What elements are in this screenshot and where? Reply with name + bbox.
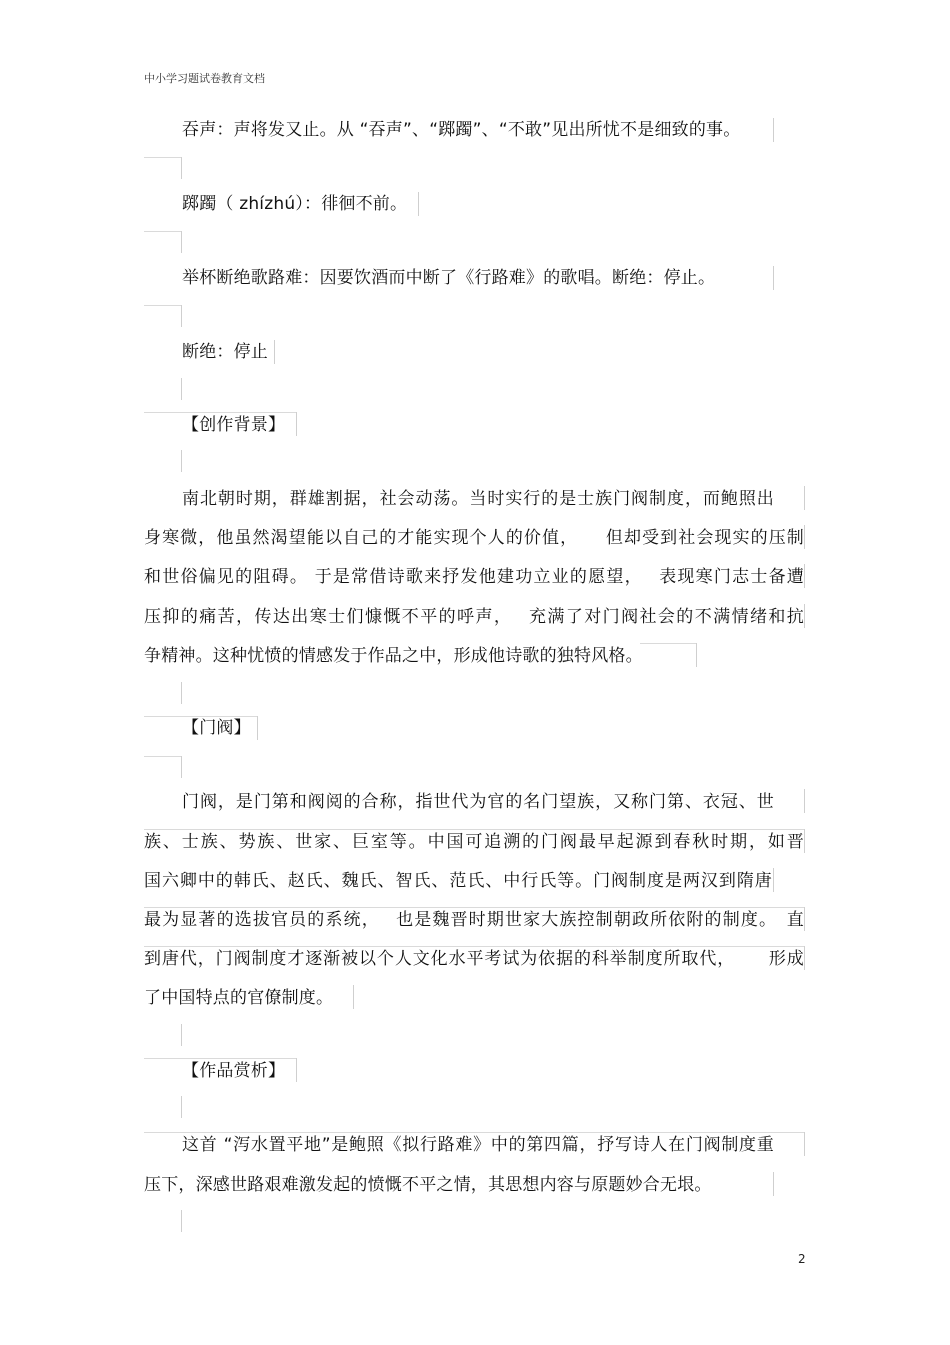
paragraph-line: 身寒微，他虽然渴望能以自己的才能实现个人的价值， 但却受到社会现实的压制	[144, 528, 804, 548]
paragraph-line: 最为显著的选拔官员的系统， 也是魏晋时期世家大族控制朝政所依附的制度。 直	[144, 910, 804, 930]
margin-mark	[144, 1132, 804, 1133]
margin-mark	[804, 907, 805, 931]
annotation-tunsheng: 吞声：声将发又止。从 “吞声”、“踯躅”、“不敢”见出所忧不是细致的事。	[182, 120, 741, 140]
annotation-jubei: 举杯断绝歌路难：因要饮酒而中断了《行路难》的歌唱。断绝：停止。	[182, 268, 716, 288]
annotation-duanjue: 断绝：停止	[182, 342, 268, 362]
section-heading-appreciation: 【作品赏析】	[182, 1061, 286, 1081]
margin-mark	[418, 192, 419, 216]
margin-mark	[296, 1058, 297, 1082]
margin-mark	[144, 907, 804, 908]
margin-mark	[144, 716, 257, 717]
margin-mark	[144, 946, 804, 947]
margin-mark	[640, 643, 696, 644]
margin-mark	[804, 829, 805, 853]
margin-mark	[296, 412, 297, 436]
margin-mark	[181, 450, 182, 472]
paragraph-line: 国六卿中的韩氏、赵氏、魏氏、智氏、范氏、中行氏等。门阀制度是两汉到隋唐	[144, 871, 772, 891]
paragraph-line: 压下，深感世路艰难激发起的愤慨不平之情，其思想内容与原题妙合无垠。	[144, 1175, 712, 1195]
margin-mark	[181, 231, 182, 253]
margin-mark	[773, 266, 774, 290]
margin-mark	[144, 305, 181, 306]
margin-mark	[181, 756, 182, 778]
margin-mark	[144, 756, 181, 757]
paragraph-line: 和世俗偏见的阻碍。 于是常借诗歌来抒发他建功立业的愿望， 表现寒门志士备遭	[144, 567, 804, 587]
margin-mark	[144, 829, 804, 830]
margin-mark	[804, 486, 805, 510]
margin-mark	[773, 868, 774, 892]
margin-mark	[804, 1132, 805, 1156]
paragraph-line: 族、士族、势族、世家、巨室等。中国可追溯的门阀最早起源到春秋时期，如晋	[144, 832, 804, 852]
paragraph-line: 压抑的痛苦，传达出寒士们慷慨不平的呼声， 充满了对门阀社会的不满情绪和抗	[144, 607, 804, 627]
margin-mark	[181, 378, 182, 400]
margin-mark	[144, 412, 296, 413]
margin-mark	[181, 1024, 182, 1046]
margin-mark	[144, 1058, 296, 1059]
margin-mark	[181, 682, 182, 704]
margin-mark	[181, 305, 182, 327]
margin-mark	[804, 604, 805, 628]
margin-mark	[181, 1096, 182, 1118]
margin-mark	[144, 231, 181, 232]
margin-mark	[274, 340, 275, 364]
page-number: 2	[798, 1252, 806, 1266]
margin-mark	[804, 946, 805, 970]
margin-mark	[144, 157, 181, 158]
paragraph-line: 到唐代，门阀制度才逐渐被以个人文化水平考试为依据的科举制度所取代， 形成	[144, 949, 804, 969]
paragraph-line: 这首 “泻水置平地”是鲍照《拟行路难》中的第四篇，抒写诗人在门阀制度重	[182, 1135, 774, 1155]
margin-mark	[181, 157, 182, 179]
margin-mark	[353, 985, 354, 1009]
margin-mark	[773, 1172, 774, 1196]
paragraph-line: 南北朝时期，群雄割据，社会动荡。当时实行的是士族门阀制度，而鲍照出	[182, 489, 774, 509]
margin-mark	[696, 643, 697, 667]
paragraph-line: 了中国特点的官僚制度。	[144, 988, 334, 1008]
section-heading-background: 【创作背景】	[182, 415, 286, 435]
margin-mark	[804, 525, 805, 549]
paragraph-line: 争精神。这种忧愤的情感发于作品之中，形成他诗歌的独特风格。	[144, 646, 643, 666]
document-header: 中小学习题试卷教育文档	[144, 72, 265, 85]
annotation-zhizhu: 踯躅（ zhízhú）：徘徊不前。	[182, 194, 408, 214]
margin-mark	[181, 1210, 182, 1232]
margin-mark	[804, 789, 805, 813]
paragraph-line: 门阀，是门第和阀阅的合称，指世代为官的名门望族，又称门第、衣冠、世	[182, 792, 774, 812]
margin-mark	[257, 716, 258, 740]
margin-mark	[773, 118, 774, 142]
margin-mark	[804, 564, 805, 588]
section-heading-menfa: 【门阀】	[182, 718, 251, 738]
